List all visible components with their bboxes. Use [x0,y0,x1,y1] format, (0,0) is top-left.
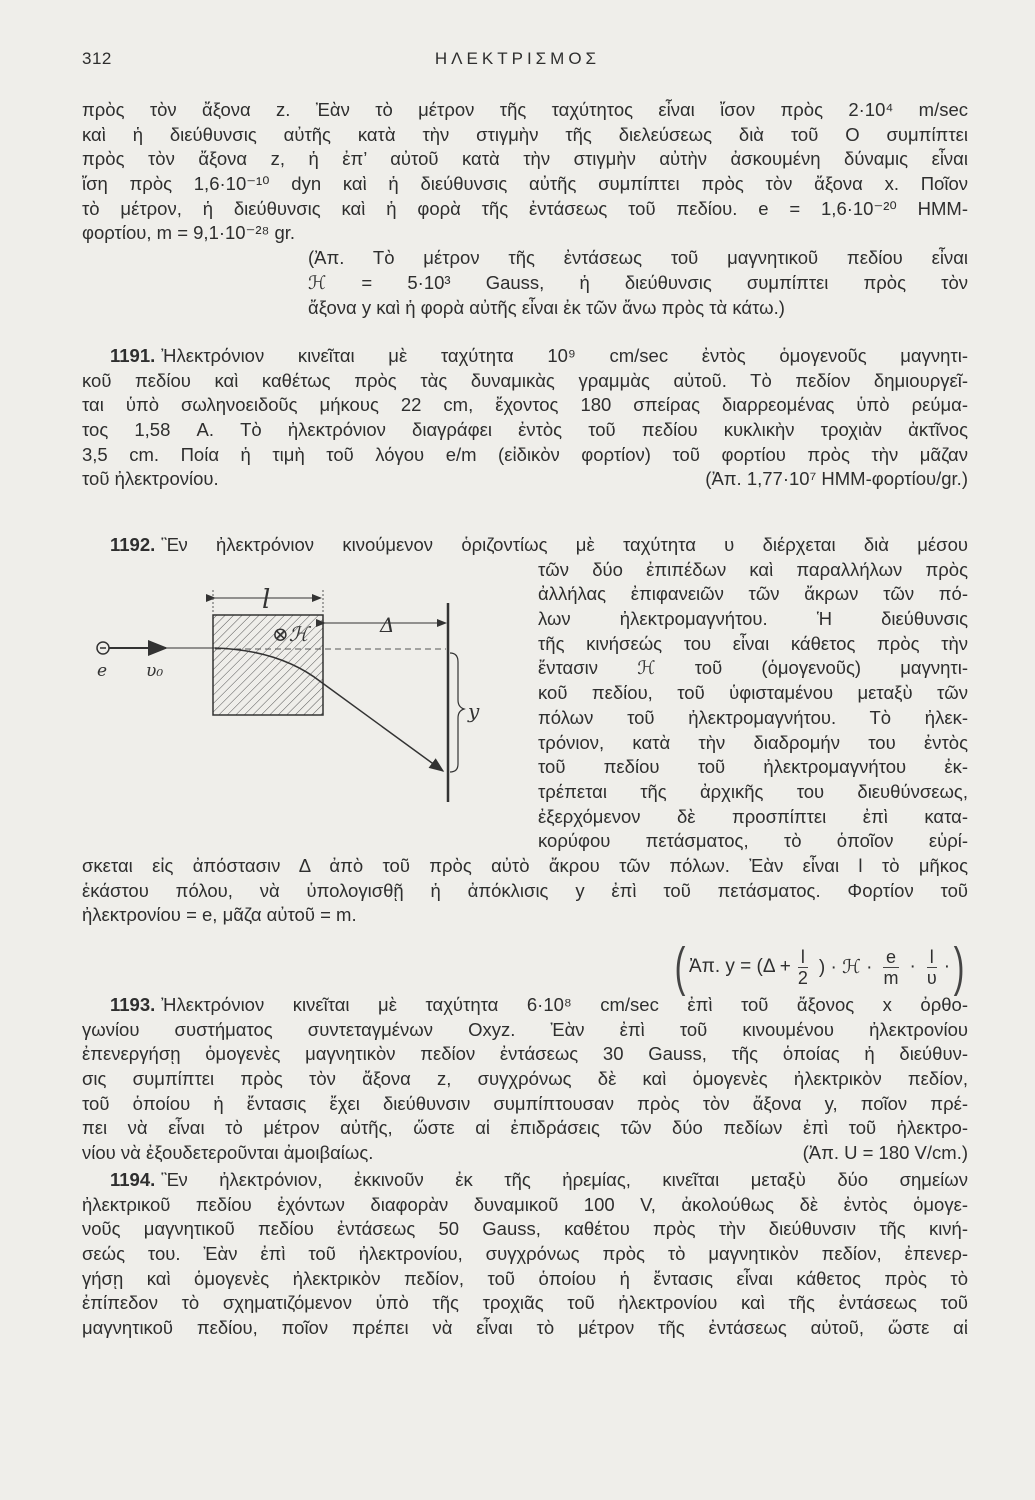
text-line: ℋ = 5·10³ Gauss, ἡ διεύθυνσις συμπίπτει πρὸς τὸν [308,271,968,293]
text: Ἓν ἠλεκτρόνιον κινούμενον ὁριζοντίως μὲ ταχύτητα υ διέρχεται διὰ μέσου [161,534,968,555]
charge-label: e [97,661,108,681]
length-label: l [262,585,271,615]
text: Ἠλεκτρόνιον κινεῖται μὲ ταχύτητα 6·10⁸ cm/sec ἐπὶ τοῦ ἄξονος x ὀρθο- [161,994,968,1015]
text-line: ἠλεκτρονίου = e, μᾶζα αὐτοῦ = m. [82,904,357,926]
text-line: τοῦ ὁποίου ἡ ἔντασις ἔχει διεύθυνσιν συμπίπτουσαν πρὸς τὸν ἄξονα y, ποῖον πρέ- [82,1092,968,1114]
text-line: πει νὰ εἶναι τὸ μέτρον αὐτῆς, ὥστε αἱ ἐπιδράσεις τῶν δύο πεδίων ἐπὶ τοῦ ἠλεκτρο- [82,1117,968,1139]
text-line: τρόνιον, κατὰ τὴν διαδρομήν του ἐντὸς [538,731,968,753]
problem-last-line [82,1141,968,1166]
text-line: ται ὑπὸ σωληνοειδοῦς μήκους 22 cm, ἔχοντος 180 σπείρας διαρρεομένας ὑπὸ ρεύμα- [82,394,968,416]
paren-close: ) [953,937,965,997]
text: τοῦ ἠλεκτρονίου. [82,468,219,490]
answer: (Ἀπ. 1,77·10⁷ ΗΜΜ-φορτίου/gr.) [705,468,968,490]
problem-number: 1194. [110,1169,156,1190]
formula-prefix: Ἀπ. y = (Δ + [689,956,791,977]
text-line: τοῦ πεδίου τοῦ ἠλεκτρομαγνήτου ἐκ- [538,756,968,778]
text-line: κοῦ πεδίου καὶ καθέτως πρὸς τὰς δυναμικὰς γραμμὰς αὐτοῦ. Τὸ πεδίον δημιουργεῖ- [82,369,968,391]
deflection-brace [450,653,464,772]
text-line: ἑκάστου πόλου, νὰ ὑπολογισθῇ ἡ ἀπόκλισις y ἐπὶ τοῦ πετάσματος. Φορτίον τοῦ [82,879,968,901]
numerator: l [927,947,937,968]
text-line: πρὸς τὸν ἄξονα z. Ἐὰν τὸ μέτρον τῆς ταχύτητος εἶναι ἴσον πρὸς 2·10⁴ m/sec [82,99,968,120]
text-line: τὸ μέτρον, ἡ διεύθυνσις καὶ ἡ φορὰ τῆς ἐντάσεως τοῦ πεδίου. e = 1,6·10⁻²⁰ ΗΜΜ- [82,197,968,219]
text-line: πρὸς τὸν ἄξονα z, ἡ ἐπ’ αὐτοῦ κατὰ τὴν στιγμὴν αὐτὴν ἀσκουμένη δύναμις εἶναι [82,148,968,170]
velocity-label: υ₀ [146,661,164,681]
text-line: ἠλεκτρικοῦ πεδίου ἐχόντων διαφορὰν δυναμικοῦ 100 V, ἀκολούθως δὲ ἐντὸς ὁμογε- [82,1193,968,1215]
text-line: τος 1,58 A. Τὸ ἠλεκτρόνιον διαγράφει ἐντὸς τοῦ πεδίου κυκλικὴν τροχιὰν ἀκτῖνος [82,419,968,441]
formula-mid: ) · ℋ · [818,956,873,978]
text-lines [82,1018,968,1141]
page-number: 312 [82,49,112,68]
text: Ἓν ἠλεκτρόνιον, ἐκκινοῦν ἐκ τῆς ἠρεμίας, κινεῖται μεταξὺ δύο σημείων [161,1169,968,1190]
answer: (Ἀπ. U = 180 V/cm.) [802,1142,968,1164]
text-line: κορύφου πετάσματος, τὸ ὁποῖον εὑρί- [538,830,968,852]
problem-number: 1191. [110,345,156,366]
running-header-title: ΗΛΕΚΤΡΙΣΜΟΣ [434,49,601,68]
text-line: νοῦς μαγνητικοῦ πεδίου ἐντάσεως 50 Gauss, καθέτου πρὸς τὴν διεύθυνσιν τῆς κινή- [82,1218,968,1240]
text-line: γήσῃ καὶ ὁμογενὲς ἠλεκτρικὸν πεδίον, τοῦ ὁποίου ἡ ἔντασις εἶναι κάθετος πρὸς τὸ [82,1267,968,1289]
text-line: πόλων τοῦ ἠλεκτρομαγνήτου. Τὸ ἠλεκ- [538,706,968,728]
denominator: 2 [797,967,808,988]
text-line: τῆς κινήσεώς του εἶναι κάθετος πρὸς τὴν [538,632,968,654]
denominator: υ [926,967,937,988]
formula-dot: · [909,956,916,977]
text: νίου νὰ ἐξουδετεροῦνται ἀμοιβαίως. [82,1142,374,1164]
problem-1194 [82,1168,968,1341]
problem-number: 1192. [110,534,156,555]
text-line: ἴση πρὸς 1,6·10⁻¹⁰ dyn καὶ ἡ διεύθυνσις αὐτῆς συμπίπτει πρὸς τὸν ἄξονα x. Ποῖον [82,173,968,195]
text-line: ἔντασιν ℋ τοῦ (ὁμογενοῦς) μαγνητι- [538,657,968,679]
field-label: ⊗ℋ [272,622,309,646]
text-line: μαγνητικοῦ πεδίου, ποῖον πρέπει νὰ εἶναι τὸ μέτρον τῆς ἐντάσεως αὐτοῦ, ὥστε αἱ [82,1317,968,1339]
text-line: σις συμπίπτει πρὸς τὸν ἄξονα z, συγχρόνως δὲ καὶ ὁμογενὲς ἠλεκτρικὸν πεδίον, [82,1068,968,1090]
text-line: λων ἠλεκτρομαγνήτου. Ἡ διεύθυνσις [538,608,968,630]
text-line: ἀλλήλας ἐπιφανειῶν τῶν ἄκρων τῶν πό- [538,583,968,605]
text-line: τῶν δύο ἐπιπέδων καὶ παραλλήλων πρὸς [538,558,968,580]
text-line: ἄξονα y καὶ ἡ φορὰ αὐτῆς εἶναι ἐκ τῶν ἄνω πρὸς τὰ κάτω.) [308,296,785,318]
text-lines [82,1193,968,1341]
problem-number: 1193. [110,994,156,1015]
text: Ἠλεκτρόνιον κινεῖται μὲ ταχύτητα 10⁹ cm/sec ἐντὸς ὁμογενοῦς μαγνητι- [161,345,968,366]
text-line: καὶ ἡ διεύθυνσις αὐτῆς κατὰ τὴν στιγμὴν τῆς διελεύσεως διὰ τοῦ Ο συμπίπτει [82,123,968,145]
text-line: 3,5 cm. Ποία ἡ τιμὴ τοῦ λόγου e/m (εἰδικὸν φορτίον) τοῦ φορτίου πρὸς τὴν μᾶζαν [82,443,968,465]
text-line: ἐπίπεδον τὸ σχηματιζόμενον ὑπὸ τῆς τροχιᾶς τοῦ ἠλεκτρονίου καὶ τῆς ἐντάσεως τοῦ [82,1292,968,1314]
problem-1193 [82,993,968,1166]
formula-dot: · [943,956,951,977]
numerator: e [883,947,899,968]
text-line: φορτίου, m = 9,1·10⁻²⁸ gr. [82,222,296,244]
deflection-label: y [468,699,480,723]
paren-open: ( [674,937,686,997]
text-line: γωνίου συστήματος συντεταγμένων Oxyz. Ἐὰν ἐπὶ τοῦ κινουμένου ἠλεκτρονίου [82,1018,968,1040]
denominator: m [883,967,899,988]
text-line: σκεται εἰς ἀπόστασιν Δ ἀπὸ τοῦ πρὸς αὐτὸ ἄκρου τῶν πόλων. Ἐὰν εἶναι l τὸ μῆκος [82,854,968,876]
text-line: σεώς του. Ἐὰν ἐπὶ τοῦ ἠλεκτρονίου, συγχρόνως πρὸς τὸ μαγνητικὸν πεδίον, ἐπενερ- [82,1243,968,1265]
text-line: ἐπενεργήσῃ ὁμογενὲς μαγνητικὸν πεδίον ἐντάσεως 30 Gauss, τῆς ὁποίας ἡ διεύθυν- [82,1043,968,1065]
text-line: κοῦ πεδίου, τοῦ ὑφισταμένου μεταξὺ τῶν [538,682,968,704]
problem-first-line [82,993,968,1018]
text-line: τρέπεται τῆς ἀρχικῆς του διευθύνσεως, [538,780,968,802]
text-line: ἐξερχόμενον δὲ προσπίπτει ἐπὶ κατα- [538,805,968,827]
distance-label: Δ [380,613,395,637]
text-line: (Ἀπ. Τὸ μέτρον τῆς ἐντάσεως τοῦ μαγνητικοῦ πεδίου εἶναι [308,247,968,269]
problem-first-line [82,1168,968,1193]
numerator: l [798,947,808,968]
